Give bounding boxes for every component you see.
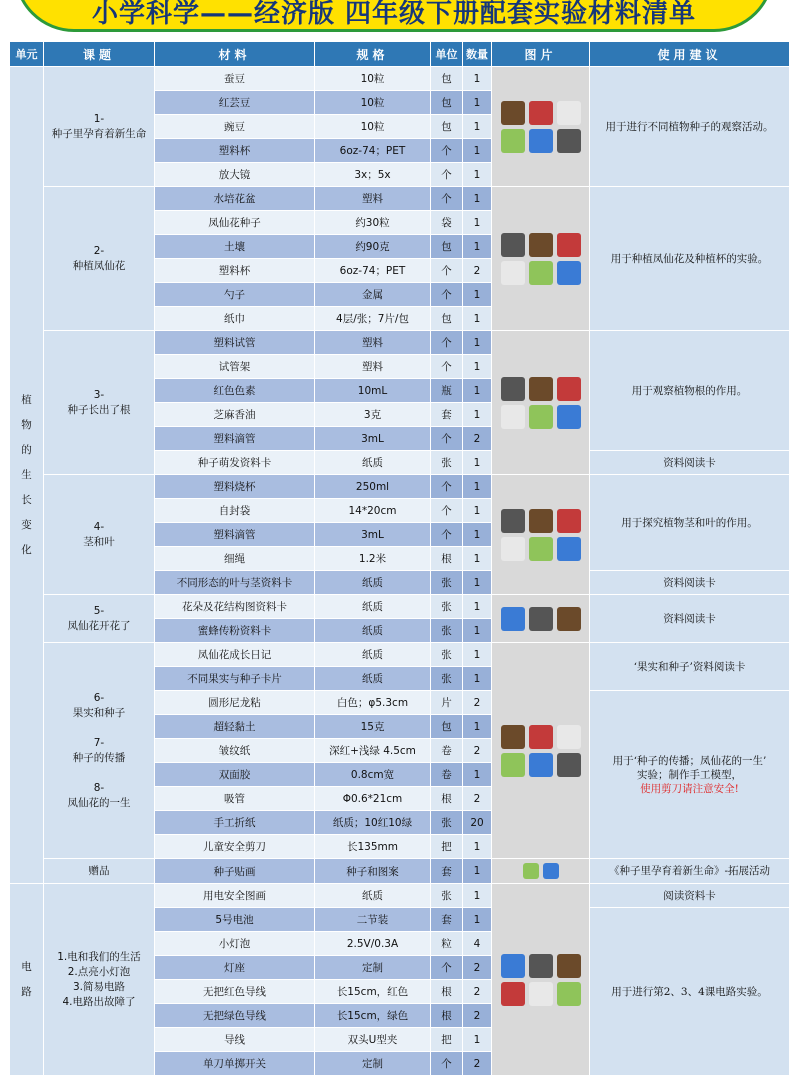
material-photo-cell xyxy=(492,67,590,187)
suggestion-cell xyxy=(590,859,790,884)
materials-table xyxy=(9,41,790,1076)
unit-char: 植 xyxy=(21,393,32,406)
table-row xyxy=(10,475,790,499)
topic-cell: 2- 种植凤仙花 xyxy=(44,187,155,331)
measure-unit-cell: 套 xyxy=(431,908,463,932)
material-photo-icon xyxy=(529,233,553,257)
material-cell: 无把红色导线 xyxy=(155,980,315,1004)
photo-thumbnails xyxy=(494,884,587,1075)
quantity-cell: 1 xyxy=(463,715,492,739)
quantity-cell: 1 xyxy=(463,187,492,211)
material-photo-icon xyxy=(529,261,553,285)
header-material: 材料 xyxy=(155,42,315,67)
header-quantity: 数量 xyxy=(463,42,492,67)
material-photo-icon xyxy=(529,753,553,777)
material-cell: 不同形态的叶与茎资料卡 xyxy=(155,571,315,595)
spec-cell: 纸质 xyxy=(315,451,431,475)
material-cell: 无把绿色导线 xyxy=(155,1004,315,1028)
measure-unit-cell: 个 xyxy=(431,1052,463,1076)
suggestion-cell xyxy=(590,187,790,331)
material-cell: 吸管 xyxy=(155,787,315,811)
suggestion-text: 实验；制作手工模型， xyxy=(637,768,742,781)
material-cell: 小灯泡 xyxy=(155,932,315,956)
header-suggestion: 使用建议 xyxy=(590,42,790,67)
spec-cell: 深红+浅绿 4.5cm xyxy=(315,739,431,763)
suggestion-cell xyxy=(590,571,790,595)
material-cell: 塑料杯 xyxy=(155,259,315,283)
quantity-cell: 1 xyxy=(463,619,492,643)
material-cell: 蜜蜂传粉资料卡 xyxy=(155,619,315,643)
topic-cell: 赠品 xyxy=(44,859,155,884)
material-cell: 种子贴画 xyxy=(155,859,315,884)
measure-unit-cell: 套 xyxy=(431,859,463,884)
material-cell: 自封袋 xyxy=(155,499,315,523)
unit-char: 变 xyxy=(21,518,32,531)
spec-cell: 15克 xyxy=(315,715,431,739)
table-row xyxy=(10,595,790,619)
material-cell: 双面胶 xyxy=(155,763,315,787)
material-photo-icon xyxy=(501,377,525,401)
spec-cell: 2.5V/0.3A xyxy=(315,932,431,956)
material-photo-cell xyxy=(492,595,590,643)
measure-unit-cell: 张 xyxy=(431,451,463,475)
material-cell: 5号电池 xyxy=(155,908,315,932)
measure-unit-cell: 个 xyxy=(431,259,463,283)
material-photo-icon xyxy=(529,101,553,125)
suggestion-text: 用于进行不同植物种子的观察活动。 xyxy=(605,120,774,133)
spec-cell: 定制 xyxy=(315,1052,431,1076)
quantity-cell: 2 xyxy=(463,259,492,283)
photo-thumbnails xyxy=(494,643,587,858)
measure-unit-cell: 张 xyxy=(431,619,463,643)
quantity-cell: 1 xyxy=(463,523,492,547)
material-cell: 勺子 xyxy=(155,283,315,307)
measure-unit-cell: 包 xyxy=(431,715,463,739)
suggestion-text: 用于种植凤仙花及种植杯的实验。 xyxy=(610,252,769,265)
material-photo-cell xyxy=(492,859,590,884)
material-photo-cell xyxy=(492,187,590,331)
header-unit: 单元 xyxy=(10,42,44,67)
measure-unit-cell: 张 xyxy=(431,884,463,908)
suggestion-cell xyxy=(590,331,790,451)
material-photo-icon xyxy=(501,607,525,631)
material-photo-icon xyxy=(501,509,525,533)
spec-cell: 种子和图案 xyxy=(315,859,431,884)
spec-cell: 纸质；10红10绿 xyxy=(315,811,431,835)
measure-unit-cell: 个 xyxy=(431,355,463,379)
material-cell: 红芸豆 xyxy=(155,91,315,115)
measure-unit-cell: 个 xyxy=(431,427,463,451)
material-cell: 单刀单掷开关 xyxy=(155,1052,315,1076)
measure-unit-cell: 张 xyxy=(431,667,463,691)
material-cell: 细绳 xyxy=(155,547,315,571)
header-picture: 图片 xyxy=(492,42,590,67)
spec-cell: 10粒 xyxy=(315,115,431,139)
material-photo-icon xyxy=(529,377,553,401)
measure-unit-cell: 个 xyxy=(431,523,463,547)
material-photo-icon xyxy=(529,725,553,749)
quantity-cell: 20 xyxy=(463,811,492,835)
topic-cell: 6- 果实和种子 7- 种子的传播 8- 凤仙花的一生 xyxy=(44,643,155,859)
material-cell: 手工折纸 xyxy=(155,811,315,835)
measure-unit-cell: 张 xyxy=(431,595,463,619)
material-cell: 凤仙花种子 xyxy=(155,211,315,235)
material-cell: 蚕豆 xyxy=(155,67,315,91)
measure-unit-cell: 个 xyxy=(431,187,463,211)
measure-unit-cell: 把 xyxy=(431,1028,463,1052)
quantity-cell: 1 xyxy=(463,67,492,91)
quantity-cell: 1 xyxy=(463,235,492,259)
spec-cell: 纸质 xyxy=(315,884,431,908)
measure-unit-cell: 卷 xyxy=(431,739,463,763)
measure-unit-cell: 根 xyxy=(431,787,463,811)
quantity-cell: 2 xyxy=(463,787,492,811)
topic-cell: 1.电和我们的生活 2.点亮小灯泡 3.简易电路 4.电路出故障了 xyxy=(44,884,155,1076)
spec-cell: 10粒 xyxy=(315,91,431,115)
material-cell: 种子萌发资料卡 xyxy=(155,451,315,475)
quantity-cell: 1 xyxy=(463,379,492,403)
topic-cell: 5- 凤仙花开花了 xyxy=(44,595,155,643)
unit-char: 的 xyxy=(21,443,32,456)
measure-unit-cell: 包 xyxy=(431,115,463,139)
unit-char: 生 xyxy=(21,468,32,481)
material-photo-cell xyxy=(492,884,590,1076)
quantity-cell: 1 xyxy=(463,835,492,859)
measure-unit-cell: 套 xyxy=(431,403,463,427)
topic-cell: 3- 种子长出了根 xyxy=(44,331,155,475)
quantity-cell: 2 xyxy=(463,739,492,763)
material-photo-icon xyxy=(529,607,553,631)
material-photo-cell xyxy=(492,643,590,859)
material-photo-icon xyxy=(501,101,525,125)
material-photo-icon xyxy=(557,377,581,401)
measure-unit-cell: 个 xyxy=(431,499,463,523)
material-cell: 导线 xyxy=(155,1028,315,1052)
material-photo-icon xyxy=(501,537,525,561)
material-photo-icon xyxy=(557,954,581,978)
spec-cell: Φ0.6*21cm xyxy=(315,787,431,811)
suggestion-cell xyxy=(590,643,790,691)
suggestion-cell xyxy=(590,595,790,643)
quantity-cell: 1 xyxy=(463,499,492,523)
quantity-cell: 1 xyxy=(463,475,492,499)
photo-thumbnails xyxy=(494,187,587,330)
measure-unit-cell: 片 xyxy=(431,691,463,715)
photo-thumbnails xyxy=(494,595,587,642)
table-body xyxy=(10,67,790,1076)
suggestion-text: 资料阅读卡 xyxy=(663,612,716,625)
spec-cell: 定制 xyxy=(315,956,431,980)
quantity-cell: 1 xyxy=(463,403,492,427)
measure-unit-cell: 个 xyxy=(431,475,463,499)
table-row xyxy=(10,859,790,884)
photo-thumbnails xyxy=(494,475,587,594)
material-cell: 塑料滴管 xyxy=(155,427,315,451)
material-photo-icon xyxy=(529,982,553,1006)
spec-cell: 白色；φ5.3cm xyxy=(315,691,431,715)
quantity-cell: 2 xyxy=(463,980,492,1004)
suggestion-text: 资料阅读卡 xyxy=(663,456,716,469)
page-title: 小学科学——经济版 四年级下册配套实验材料清单 xyxy=(91,0,697,29)
spec-cell: 长15cm，绿色 xyxy=(315,1004,431,1028)
material-photo-icon xyxy=(557,129,581,153)
table-row xyxy=(10,884,790,908)
material-cell: 水培花盆 xyxy=(155,187,315,211)
suggestion-cell xyxy=(590,67,790,187)
material-photo-icon xyxy=(557,607,581,631)
material-cell: 试管架 xyxy=(155,355,315,379)
spec-cell: 6oz-74；PET xyxy=(315,139,431,163)
suggestion-text: 阅读资料卡 xyxy=(663,889,716,902)
measure-unit-cell: 卷 xyxy=(431,763,463,787)
measure-unit-cell: 个 xyxy=(431,956,463,980)
measure-unit-cell: 粒 xyxy=(431,932,463,956)
material-cell: 放大镜 xyxy=(155,163,315,187)
material-cell: 塑料烧杯 xyxy=(155,475,315,499)
spec-cell: 纸质 xyxy=(315,619,431,643)
suggestion-text: 《种子里孕育着新生命》-拓展活动 xyxy=(608,865,771,877)
spec-cell: 1.2米 xyxy=(315,547,431,571)
quantity-cell: 1 xyxy=(463,451,492,475)
spec-cell: 长15cm，红色 xyxy=(315,980,431,1004)
spec-cell: 14*20cm xyxy=(315,499,431,523)
table-row xyxy=(10,643,790,667)
quantity-cell: 1 xyxy=(463,547,492,571)
material-cell: 儿童安全剪刀 xyxy=(155,835,315,859)
unit-char: 物 xyxy=(21,418,32,431)
quantity-cell: 1 xyxy=(463,115,492,139)
material-photo-icon xyxy=(557,537,581,561)
measure-unit-cell: 个 xyxy=(431,331,463,355)
material-cell: 红色色素 xyxy=(155,379,315,403)
spec-cell: 3mL xyxy=(315,427,431,451)
quantity-cell: 1 xyxy=(463,667,492,691)
measure-unit-cell: 张 xyxy=(431,643,463,667)
unit-char: 路 xyxy=(21,985,32,998)
suggestion-cell xyxy=(590,908,790,1076)
suggestion-text: 用于观察植物根的作用。 xyxy=(631,384,748,397)
quantity-cell: 1 xyxy=(463,595,492,619)
material-photo-icon xyxy=(529,405,553,429)
spec-cell: 二节装 xyxy=(315,908,431,932)
material-photo-icon xyxy=(529,954,553,978)
quantity-cell: 1 xyxy=(463,643,492,667)
material-photo-icon xyxy=(501,233,525,257)
material-cell: 纸巾 xyxy=(155,307,315,331)
material-cell: 土壤 xyxy=(155,235,315,259)
material-photo-icon xyxy=(501,954,525,978)
spec-cell: 3mL xyxy=(315,523,431,547)
spec-cell: 0.8cm宽 xyxy=(315,763,431,787)
suggestion-text: 用于‘种子的传播；凤仙花的一生’ xyxy=(612,754,767,767)
header-topic: 课题 xyxy=(44,42,155,67)
material-cell: 花朵及花结构图资料卡 xyxy=(155,595,315,619)
table-row xyxy=(10,187,790,211)
measure-unit-cell: 张 xyxy=(431,571,463,595)
spec-cell: 塑料 xyxy=(315,331,431,355)
material-cell: 灯座 xyxy=(155,956,315,980)
material-photo-cell xyxy=(492,475,590,595)
quantity-cell: 1 xyxy=(463,763,492,787)
material-photo-icon xyxy=(501,753,525,777)
suggestion-text: 用于探究植物茎和叶的作用。 xyxy=(621,516,758,529)
topic-cell: 1- 种子里孕育着新生命 xyxy=(44,67,155,187)
measure-unit-cell: 包 xyxy=(431,307,463,331)
material-cell: 超轻黏土 xyxy=(155,715,315,739)
quantity-cell: 2 xyxy=(463,1052,492,1076)
quantity-cell: 1 xyxy=(463,884,492,908)
material-photo-icon xyxy=(523,863,539,879)
suggestion-cell xyxy=(590,691,790,859)
material-photo-icon xyxy=(557,101,581,125)
photo-thumbnails xyxy=(494,331,587,474)
material-photo-cell xyxy=(492,331,590,475)
table-row xyxy=(10,67,790,91)
spec-cell: 10mL xyxy=(315,379,431,403)
header-row xyxy=(10,42,790,67)
spec-cell: 长135mm xyxy=(315,835,431,859)
material-photo-icon xyxy=(557,753,581,777)
material-cell: 塑料杯 xyxy=(155,139,315,163)
quantity-cell: 2 xyxy=(463,956,492,980)
measure-unit-cell: 张 xyxy=(431,811,463,835)
spec-cell: 3x；5x xyxy=(315,163,431,187)
spec-cell: 金属 xyxy=(315,283,431,307)
spec-cell: 约90克 xyxy=(315,235,431,259)
material-photo-icon xyxy=(501,982,525,1006)
quantity-cell: 1 xyxy=(463,91,492,115)
spec-cell: 10粒 xyxy=(315,67,431,91)
quantity-cell: 1 xyxy=(463,571,492,595)
spec-cell: 250ml xyxy=(315,475,431,499)
quantity-cell: 1 xyxy=(463,1028,492,1052)
unit-char: 长 xyxy=(21,493,32,506)
title-banner xyxy=(14,0,774,32)
measure-unit-cell: 把 xyxy=(431,835,463,859)
measure-unit-cell: 包 xyxy=(431,91,463,115)
measure-unit-cell: 包 xyxy=(431,67,463,91)
measure-unit-cell: 瓶 xyxy=(431,379,463,403)
spec-cell: 纸质 xyxy=(315,595,431,619)
suggestion-cell xyxy=(590,451,790,475)
quantity-cell: 1 xyxy=(463,908,492,932)
header-spec: 规格 xyxy=(315,42,431,67)
material-photo-icon xyxy=(557,725,581,749)
measure-unit-cell: 个 xyxy=(431,139,463,163)
material-photo-icon xyxy=(557,233,581,257)
material-cell: 不同果实与种子卡片 xyxy=(155,667,315,691)
material-photo-icon xyxy=(543,863,559,879)
quantity-cell: 1 xyxy=(463,163,492,187)
material-cell: 圆形尼龙粘 xyxy=(155,691,315,715)
spec-cell: 4层/张；7片/包 xyxy=(315,307,431,331)
quantity-cell: 1 xyxy=(463,859,492,884)
material-cell: 豌豆 xyxy=(155,115,315,139)
table-row xyxy=(10,331,790,355)
measure-unit-cell: 根 xyxy=(431,547,463,571)
material-photo-icon xyxy=(501,129,525,153)
measure-unit-cell: 包 xyxy=(431,235,463,259)
spec-cell: 3克 xyxy=(315,403,431,427)
material-photo-icon xyxy=(501,261,525,285)
material-cell: 塑料滴管 xyxy=(155,523,315,547)
quantity-cell: 1 xyxy=(463,307,492,331)
material-photo-icon xyxy=(529,129,553,153)
quantity-cell: 1 xyxy=(463,355,492,379)
material-cell: 塑料试管 xyxy=(155,331,315,355)
header-unit-measure: 单位 xyxy=(431,42,463,67)
material-photo-icon xyxy=(501,405,525,429)
material-photo-icon xyxy=(529,537,553,561)
spec-cell: 纸质 xyxy=(315,643,431,667)
measure-unit-cell: 根 xyxy=(431,980,463,1004)
measure-unit-cell: 袋 xyxy=(431,211,463,235)
unit-char: 电 xyxy=(21,960,32,973)
photo-thumbnails xyxy=(494,859,587,883)
topic-cell: 4- 茎和叶 xyxy=(44,475,155,595)
spec-cell: 6oz-74；PET xyxy=(315,259,431,283)
unit-cell xyxy=(10,884,44,1076)
measure-unit-cell: 个 xyxy=(431,163,463,187)
quantity-cell: 4 xyxy=(463,932,492,956)
material-cell: 皱纹纸 xyxy=(155,739,315,763)
suggestion-cell xyxy=(590,884,790,908)
material-photo-icon xyxy=(557,405,581,429)
material-photo-icon xyxy=(501,725,525,749)
quantity-cell: 1 xyxy=(463,139,492,163)
quantity-cell: 1 xyxy=(463,283,492,307)
measure-unit-cell: 个 xyxy=(431,283,463,307)
spec-cell: 塑料 xyxy=(315,355,431,379)
quantity-cell: 2 xyxy=(463,1004,492,1028)
suggestion-text: 资料阅读卡 xyxy=(663,576,716,589)
material-photo-icon xyxy=(557,982,581,1006)
measure-unit-cell: 根 xyxy=(431,1004,463,1028)
spec-cell: 塑料 xyxy=(315,187,431,211)
material-cell: 用电安全图画 xyxy=(155,884,315,908)
material-photo-icon xyxy=(557,261,581,285)
material-photo-icon xyxy=(557,509,581,533)
photo-thumbnails xyxy=(494,67,587,186)
material-photo-icon xyxy=(529,509,553,533)
spec-cell: 纸质 xyxy=(315,571,431,595)
material-cell: 凤仙花成长日记 xyxy=(155,643,315,667)
suggestion-text: 使用剪刀请注意安全! xyxy=(640,782,739,795)
material-cell: 芝麻香油 xyxy=(155,403,315,427)
spec-cell: 约30粒 xyxy=(315,211,431,235)
quantity-cell: 1 xyxy=(463,211,492,235)
spec-cell: 纸质 xyxy=(315,667,431,691)
spec-cell: 双头U型夹 xyxy=(315,1028,431,1052)
quantity-cell: 2 xyxy=(463,691,492,715)
unit-cell xyxy=(10,67,44,884)
quantity-cell: 2 xyxy=(463,427,492,451)
suggestion-text: ‘果实和种子’资料阅读卡 xyxy=(633,660,746,673)
suggestion-cell xyxy=(590,475,790,571)
suggestion-text: 用于进行第2、3、4课电路实验。 xyxy=(611,985,768,998)
quantity-cell: 1 xyxy=(463,331,492,355)
unit-char: 化 xyxy=(21,543,32,556)
